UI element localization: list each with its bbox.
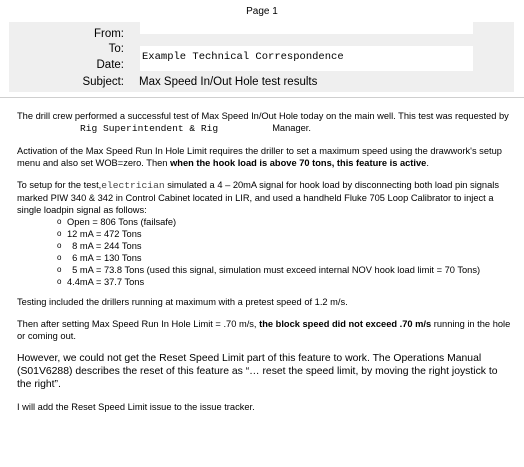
message-body — [17, 110, 512, 423]
signal-list — [57, 216, 512, 288]
setup-person: electrician — [101, 180, 165, 191]
activation-text: Activation of the Max Speed Run In Hole Limit requires the driller to set a maximum speed using the drawwork's setup menu and also set WOB=zero. Then — [17, 146, 502, 168]
date-label: Date: — [96, 59, 124, 71]
list-item: o Open = 806 Tons (failsafe) — [57, 216, 512, 228]
request-text: The drill crew performed a successful test of Max Speed In/Out Hole today on the main well. This test was requested by — [17, 111, 509, 121]
to-value: Example Technical Correspondence — [142, 51, 344, 63]
paragraph-setup — [17, 179, 512, 216]
list-item: o 5 mA = 73.8 Tons (used this signal, simulation must exceed internal NOV hook load limit = 70 Tons) — [57, 264, 512, 276]
page-number: Page 1 — [246, 6, 278, 17]
header-divider — [0, 97, 524, 98]
subject-value: Max Speed In/Out Hole test results — [139, 76, 318, 88]
list-item: o 8 mA = 244 Tons — [57, 240, 512, 252]
requester-roles: Rig Superintendent & Rig — [80, 123, 219, 134]
from-field — [140, 22, 473, 34]
list-item: o 4.4mA = 37.7 Tons — [57, 276, 512, 288]
setup-text-b: simulated a 4 – 20mA signal for hook load by disconnecting both load pin signals marked PIW 340 & 342 in Control Cabinet located in LIR, and used a handheld Fluke 705 Loop Calibrator to inject a single loadpin signal as follows: — [17, 180, 499, 215]
paragraph-result — [17, 318, 512, 342]
list-item: o 6 mA = 130 Tons — [57, 252, 512, 264]
subject-label: Subject: — [82, 76, 124, 88]
setup-text-a: To setup for the test, — [17, 180, 102, 190]
paragraph-reset: However, we could not get the Reset Speed Limit part of this feature to work. The Operations Manual (S01V6288) describes the reset of this feature as “… reset the speed limit, by moving the right joystick to the right”. — [17, 353, 498, 390]
to-label: To: — [108, 43, 124, 55]
requester-suffix: Manager. — [272, 123, 311, 133]
paragraph-testing: Testing included the drillers running at maximum with a pretest speed of 1.2 m/s. — [17, 297, 348, 307]
paragraph-activation — [17, 145, 512, 169]
result-text-a: Then after setting Max Speed Run In Hole Limit = .70 m/s, — [17, 319, 257, 329]
from-label: From: — [93, 28, 124, 40]
result-bold: the block speed did not exceed .70 m/s — [259, 319, 432, 329]
list-item: o 12 mA = 472 Tons — [57, 228, 512, 240]
result-text-b: running in the hole or coming out. — [17, 319, 511, 341]
activation-bold: when the hook load is above 70 tons, this feature is active — [170, 158, 427, 168]
paragraph-request — [17, 110, 512, 135]
paragraph-tracker: I will add the Reset Speed Limit issue to the issue tracker. — [17, 402, 255, 412]
memo-header — [9, 22, 514, 92]
activation-period: . — [426, 158, 429, 168]
